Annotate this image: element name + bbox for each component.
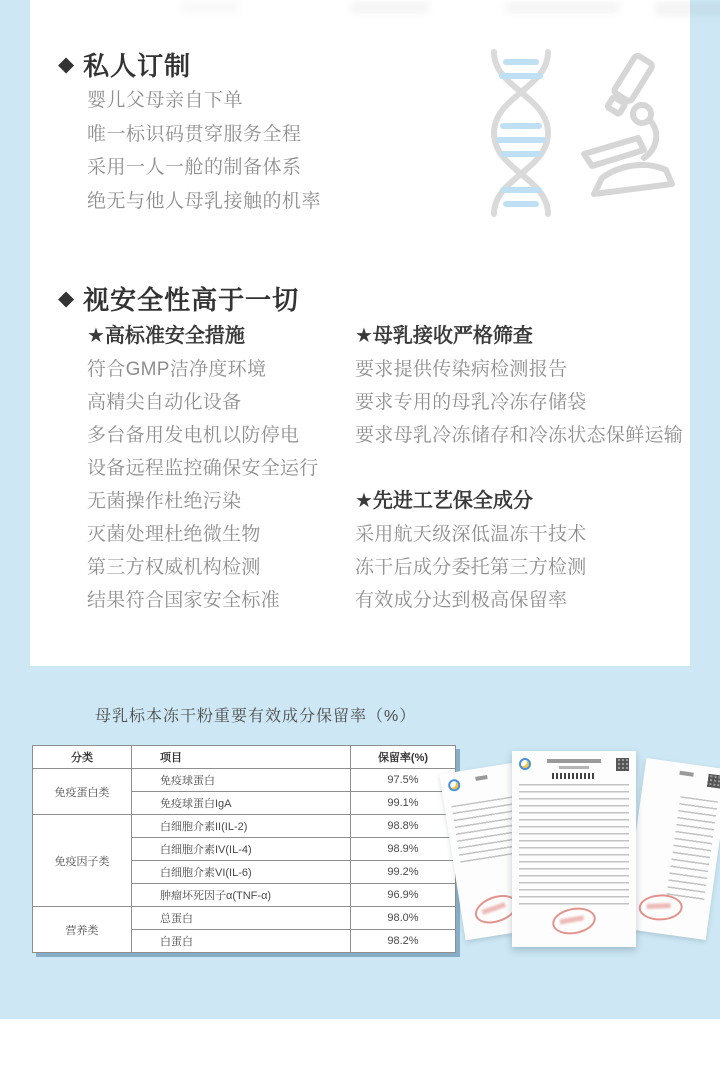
- section-title-custom: [58, 46, 191, 83]
- qr-code-icon: [616, 758, 629, 771]
- list-item: 采用航天级深低温冻干技术: [355, 524, 587, 545]
- section-title-safety-text: 视安全性高于一切: [83, 285, 300, 315]
- rate-cell: 98.0%: [351, 907, 456, 930]
- lab-logo-icon: [519, 758, 531, 770]
- subheading: ★母乳接收严格筛查: [355, 325, 533, 347]
- safety-left-column: [87, 320, 355, 617]
- item-cell: 肿瘤坏死因子α(TNF-α): [132, 884, 351, 907]
- list-item: 采用一人一舱的制备体系: [87, 157, 302, 178]
- rate-cell: 96.9%: [351, 884, 456, 907]
- certificate-title-bar: [679, 771, 693, 777]
- diamond-bullet-icon: ◆: [58, 53, 75, 76]
- certificate-lines: [666, 796, 718, 902]
- cropped-text-remnant: [180, 2, 240, 13]
- cropped-text-remnant: [350, 2, 430, 13]
- column-header-item: 项目: [132, 746, 351, 769]
- list-item: 多台备用发电机以防停电: [87, 425, 300, 446]
- rate-cell: 97.5%: [351, 769, 456, 792]
- list-item: 设备远程监控确保安全运行: [87, 458, 319, 479]
- list-item: 无菌操作杜绝污染: [87, 491, 242, 512]
- table-row: [33, 769, 456, 792]
- lab-logo-icon: [447, 778, 461, 792]
- list-item: 冻干后成分委托第三方检测: [355, 557, 587, 578]
- list-item: 有效成分达到极高保留率: [355, 590, 568, 611]
- subheading: ★先进工艺保全成分: [355, 490, 533, 512]
- certificate-document-right: [622, 758, 720, 940]
- item-cell: 免疫球蛋白IgA: [132, 792, 351, 815]
- rate-cell: 98.2%: [351, 930, 456, 953]
- category-cell: 营养类: [33, 907, 132, 953]
- certificate-content: [519, 758, 629, 940]
- list-item: 唯一标识码贯穿服务全程: [87, 123, 302, 145]
- certificate-document-center: [512, 751, 636, 947]
- cropped-text-remnant: [655, 2, 720, 16]
- item-cell: 白蛋白: [132, 930, 351, 953]
- diamond-bullet-icon: ◆: [58, 287, 75, 310]
- section-title-safety: [58, 280, 299, 317]
- list-item: 高精尖自动化设备: [87, 392, 242, 413]
- dna-rungs: [499, 62, 543, 204]
- item-cell: 白细胞介素II(IL-2): [132, 815, 351, 838]
- barcode-icon: [552, 773, 596, 779]
- retention-table-title: 母乳标本冻干粉重要有效成分保留率（%）: [95, 708, 417, 725]
- list-item: 绝无与他人母乳接触的机率: [87, 190, 322, 212]
- list-item: 符合GMP洁净度环境: [87, 359, 267, 380]
- table-row: [33, 907, 456, 930]
- list-item: 要求专用的母乳冷冻存储袋: [355, 392, 587, 413]
- content-card: [30, 0, 690, 666]
- list-item: 第三方权威机构检测: [87, 557, 261, 578]
- list-item: 灭菌处理杜绝微生物: [87, 524, 261, 545]
- item-cell: 白细胞介素VI(IL-6): [132, 861, 351, 884]
- section-title-custom-text: 私人订制: [83, 51, 192, 81]
- column-header-rate: 保留率(%): [351, 746, 456, 769]
- lab-illustration: [476, 48, 684, 218]
- list-item: 结果符合国家安全标准: [87, 590, 281, 611]
- list-item: 要求母乳冷冻储存和冷冻状态保鲜运输: [355, 425, 684, 446]
- certificate-title-bar: [559, 766, 589, 769]
- column-header-category: 分类: [33, 746, 132, 769]
- rate-cell: 98.9%: [351, 838, 456, 861]
- custom-feature-list: [87, 84, 321, 218]
- microscope-icon: [584, 54, 672, 194]
- table-row: [33, 815, 456, 838]
- rate-cell: 99.2%: [351, 861, 456, 884]
- category-cell: 免疫因子类: [33, 815, 132, 907]
- certificate-title-bar: [547, 759, 601, 763]
- certificate-documents: [450, 735, 720, 975]
- red-stamp-icon: [638, 894, 683, 922]
- item-cell: 总蛋白: [132, 907, 351, 930]
- safety-right-column: [355, 320, 690, 617]
- retention-rate-table: [32, 745, 456, 953]
- list-item: 要求提供传染病检测报告: [355, 359, 568, 380]
- list-item: 婴儿父母亲自下单: [87, 90, 244, 111]
- bottom-white-strip: [0, 1019, 720, 1086]
- qr-code-icon: [707, 774, 720, 789]
- certificate-content: [630, 766, 720, 932]
- certificate-lines: [519, 784, 629, 910]
- table-header-row: [33, 746, 456, 769]
- item-cell: 免疫球蛋白: [132, 769, 351, 792]
- subheading: ★高标准安全措施: [87, 325, 245, 347]
- dna-microscope-illustration: [476, 48, 684, 218]
- item-cell: 白细胞介素IV(IL-4): [132, 838, 351, 861]
- rate-cell: 99.1%: [351, 792, 456, 815]
- rate-cell: 98.8%: [351, 815, 456, 838]
- cropped-text-remnant: [505, 2, 620, 13]
- certificate-title-bar: [475, 775, 487, 781]
- category-cell: 免疫蛋白类: [33, 769, 132, 815]
